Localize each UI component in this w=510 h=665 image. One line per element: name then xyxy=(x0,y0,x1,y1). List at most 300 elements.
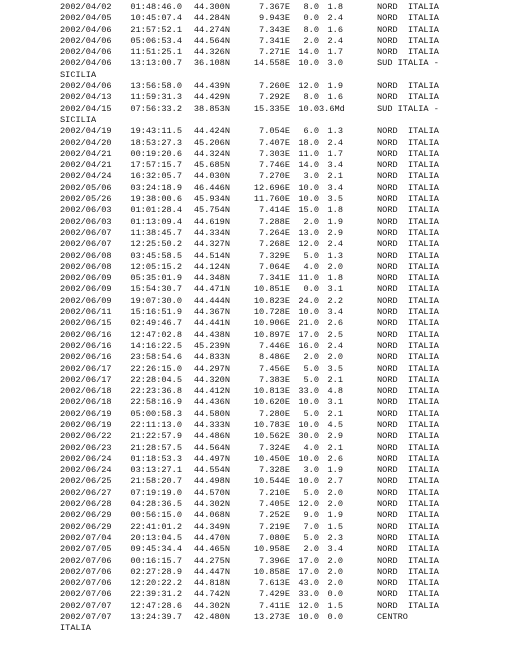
magnitude-cell: 2.0 xyxy=(327,499,343,510)
depth-cell: 2.0 xyxy=(303,35,319,46)
magnitude-cell: 1.7 xyxy=(327,148,343,159)
table-row xyxy=(60,499,505,510)
longitude-cell: 8.486E xyxy=(259,352,290,363)
time-cell: 20:13:04.5 xyxy=(130,532,182,543)
latitude-cell: 44.297N xyxy=(193,363,230,374)
longitude-cell: 10.450E xyxy=(253,453,290,464)
table-row xyxy=(60,544,505,555)
date-cell: 2002/06/24 xyxy=(60,465,112,476)
date-cell: 2002/04/06 xyxy=(60,58,112,69)
depth-cell: 17.0 xyxy=(298,329,319,340)
region-cell: NORD ITALIA xyxy=(377,544,439,555)
region-cell: NORD ITALIA xyxy=(377,566,439,577)
table-row xyxy=(60,104,505,115)
depth-cell: 33.0 xyxy=(298,589,319,600)
magnitude-cell: 1.8 xyxy=(327,205,343,216)
region-cell: NORD ITALIA xyxy=(377,295,439,306)
region-cell: NORD ITALIA xyxy=(377,363,439,374)
table-row xyxy=(60,488,505,499)
date-cell: 2002/06/29 xyxy=(60,521,112,532)
depth-cell: 16.0 xyxy=(298,340,319,351)
date-cell: 2002/04/06 xyxy=(60,47,112,58)
table-row xyxy=(60,228,505,239)
magnitude-cell: 2.0 xyxy=(327,487,343,498)
time-cell: 01:13:09.4 xyxy=(130,216,182,227)
table-row xyxy=(60,476,505,487)
time-cell: 00:16:15.7 xyxy=(130,555,182,566)
date-cell: 2002/05/06 xyxy=(60,182,112,193)
region-cell: NORD ITALIA xyxy=(377,261,439,272)
earthquake-catalog-listing xyxy=(60,2,505,635)
magnitude-cell: 3.6Md xyxy=(319,103,345,114)
longitude-cell: 7.324E xyxy=(259,442,290,453)
longitude-cell: 12.696E xyxy=(253,182,290,193)
longitude-cell: 10.562E xyxy=(253,431,290,442)
longitude-cell: 7.746E xyxy=(259,160,290,171)
depth-cell: 0.0 xyxy=(303,284,319,295)
time-cell: 19:07:30.0 xyxy=(130,295,182,306)
latitude-cell: 44.412N xyxy=(193,386,230,397)
depth-cell: 8.0 xyxy=(303,2,319,12)
depth-cell: 7.0 xyxy=(303,521,319,532)
date-cell: 2002/06/19 xyxy=(60,408,112,419)
latitude-cell: 44.619N xyxy=(193,216,230,227)
longitude-cell: 7.271E xyxy=(259,47,290,58)
depth-cell: 8.0 xyxy=(303,92,319,103)
longitude-cell: 7.288E xyxy=(259,216,290,227)
region-cell: NORD ITALIA xyxy=(377,126,439,137)
region-cell: NORD ITALIA xyxy=(377,318,439,329)
date-cell: 2002/07/05 xyxy=(60,544,112,555)
table-row xyxy=(60,262,505,273)
table-row xyxy=(60,341,505,352)
time-cell: 19:43:11.5 xyxy=(130,126,182,137)
magnitude-cell: 0.0 xyxy=(327,589,343,600)
longitude-cell: 7.210E xyxy=(259,487,290,498)
region-cell: NORD ITALIA xyxy=(377,532,439,543)
depth-cell: 14.0 xyxy=(298,47,319,58)
region-cell: NORD ITALIA xyxy=(377,24,439,35)
time-cell: 05:06:53.4 xyxy=(130,35,182,46)
depth-cell: 10.0 xyxy=(298,194,319,205)
latitude-cell: 44.284N xyxy=(193,13,230,24)
latitude-cell: 44.275N xyxy=(193,555,230,566)
depth-cell: 30.0 xyxy=(298,431,319,442)
depth-cell: 12.0 xyxy=(298,81,319,92)
longitude-cell: 7.260E xyxy=(259,81,290,92)
depth-cell: 5.0 xyxy=(303,487,319,498)
date-cell: 2002/04/15 xyxy=(60,103,112,114)
time-cell: 11:51:25.1 xyxy=(130,47,182,58)
magnitude-cell: 2.4 xyxy=(327,239,343,250)
time-cell: 21:28:57.5 xyxy=(130,442,182,453)
date-cell: 2002/04/24 xyxy=(60,171,112,182)
table-row xyxy=(60,47,505,58)
table-row xyxy=(60,420,505,431)
depth-cell: 10.0 xyxy=(298,397,319,408)
magnitude-cell: 2.1 xyxy=(327,374,343,385)
magnitude-cell: 3.4 xyxy=(327,160,343,171)
table-row xyxy=(60,81,505,92)
time-cell: 12:20:22.2 xyxy=(130,578,182,589)
time-cell: 16:32:05.7 xyxy=(130,171,182,182)
magnitude-cell: 0.0 xyxy=(327,612,343,623)
time-cell: 00:56:15.0 xyxy=(130,510,182,521)
latitude-cell: 44.447N xyxy=(193,566,230,577)
region-cell: NORD ITALIA xyxy=(377,273,439,284)
region-cell: NORD ITALIA xyxy=(377,171,439,182)
table-row xyxy=(60,205,505,216)
latitude-cell: 44.326N xyxy=(193,47,230,58)
magnitude-cell: 2.4 xyxy=(327,137,343,148)
longitude-cell: 7.064E xyxy=(259,261,290,272)
region-cell: NORD ITALIA xyxy=(377,589,439,600)
depth-cell: 3.0 xyxy=(303,171,319,182)
date-cell: 2002/04/05 xyxy=(60,13,112,24)
date-cell: 2002/06/09 xyxy=(60,284,112,295)
depth-cell: 4.0 xyxy=(303,442,319,453)
region-continuation: SICILIA xyxy=(60,69,97,80)
time-cell: 05:35:01.9 xyxy=(130,273,182,284)
date-cell: 2002/06/27 xyxy=(60,487,112,498)
table-row xyxy=(60,92,505,103)
table-row xyxy=(60,58,505,69)
table-row xyxy=(60,612,505,623)
longitude-cell: 7.411E xyxy=(259,600,290,611)
region-cell: NORD ITALIA xyxy=(377,81,439,92)
latitude-cell: 44.068N xyxy=(193,510,230,521)
magnitude-cell: 1.8 xyxy=(327,2,343,12)
magnitude-cell: 2.9 xyxy=(327,227,343,238)
magnitude-cell: 3.1 xyxy=(327,397,343,408)
longitude-cell: 7.252E xyxy=(259,510,290,521)
region-cell: NORD ITALIA xyxy=(377,374,439,385)
depth-cell: 17.0 xyxy=(298,566,319,577)
longitude-cell: 7.341E xyxy=(259,273,290,284)
date-cell: 2002/06/08 xyxy=(60,261,112,272)
depth-cell: 5.0 xyxy=(303,408,319,419)
region-cell: NORD ITALIA xyxy=(377,555,439,566)
date-cell: 2002/04/21 xyxy=(60,160,112,171)
time-cell: 12:05:15.2 xyxy=(130,261,182,272)
depth-cell: 12.0 xyxy=(298,600,319,611)
depth-cell: 5.0 xyxy=(303,532,319,543)
latitude-cell: 36.108N xyxy=(193,58,230,69)
magnitude-cell: 2.4 xyxy=(327,13,343,24)
latitude-cell: 44.470N xyxy=(193,532,230,543)
magnitude-cell: 3.4 xyxy=(327,182,343,193)
magnitude-cell: 1.5 xyxy=(327,521,343,532)
time-cell: 01:01:28.4 xyxy=(130,205,182,216)
magnitude-cell: 3.5 xyxy=(327,363,343,374)
table-row xyxy=(60,318,505,329)
time-cell: 11:38:45.7 xyxy=(130,227,182,238)
latitude-cell: 42.480N xyxy=(193,612,230,623)
depth-cell: 10.0 xyxy=(298,182,319,193)
longitude-cell: 7.328E xyxy=(259,465,290,476)
date-cell: 2002/06/24 xyxy=(60,453,112,464)
date-cell: 2002/07/06 xyxy=(60,589,112,600)
latitude-cell: 44.348N xyxy=(193,273,230,284)
region-cell: NORD ITALIA xyxy=(377,386,439,397)
latitude-cell: 44.302N xyxy=(193,499,230,510)
table-row xyxy=(60,2,505,13)
depth-cell: 10.0 xyxy=(298,307,319,318)
time-cell: 22:23:36.8 xyxy=(130,386,182,397)
time-cell: 03:24:18.9 xyxy=(130,182,182,193)
depth-cell: 24.0 xyxy=(298,295,319,306)
depth-cell: 11.0 xyxy=(298,273,319,284)
longitude-cell: 10.813E xyxy=(253,386,290,397)
depth-cell: 4.0 xyxy=(303,261,319,272)
depth-cell: 14.0 xyxy=(298,160,319,171)
time-cell: 19:38:00.6 xyxy=(130,194,182,205)
table-row xyxy=(60,589,505,600)
region-cell: NORD ITALIA xyxy=(377,194,439,205)
time-cell: 14:16:22.5 xyxy=(130,340,182,351)
latitude-cell: 45.239N xyxy=(193,340,230,351)
latitude-cell: 44.333N xyxy=(193,419,230,430)
table-row xyxy=(60,36,505,47)
table-row xyxy=(60,386,505,397)
longitude-cell: 7.613E xyxy=(259,578,290,589)
longitude-cell: 7.343E xyxy=(259,24,290,35)
depth-cell: 10.0 xyxy=(298,612,319,623)
magnitude-cell: 1.9 xyxy=(327,216,343,227)
date-cell: 2002/04/02 xyxy=(60,2,112,12)
time-cell: 04:28:36.5 xyxy=(130,499,182,510)
magnitude-cell: 1.5 xyxy=(327,600,343,611)
longitude-cell: 7.054E xyxy=(259,126,290,137)
depth-cell: 17.0 xyxy=(298,555,319,566)
region-continuation: ITALIA xyxy=(60,623,91,634)
depth-cell: 3.0 xyxy=(303,465,319,476)
time-cell: 03:45:58.5 xyxy=(130,250,182,261)
region-cell: NORD ITALIA xyxy=(377,419,439,430)
date-cell: 2002/06/18 xyxy=(60,397,112,408)
longitude-cell: 10.823E xyxy=(253,295,290,306)
table-row xyxy=(60,296,505,307)
depth-cell: 10.0 xyxy=(298,453,319,464)
magnitude-cell: 2.0 xyxy=(327,352,343,363)
magnitude-cell: 2.3 xyxy=(327,532,343,543)
depth-cell: 8.0 xyxy=(303,24,319,35)
date-cell: 2002/06/19 xyxy=(60,419,112,430)
date-cell: 2002/06/07 xyxy=(60,227,112,238)
date-cell: 2002/06/17 xyxy=(60,363,112,374)
magnitude-cell: 1.9 xyxy=(327,81,343,92)
table-row xyxy=(60,217,505,228)
latitude-cell: 44.438N xyxy=(193,329,230,340)
date-cell: 2002/05/26 xyxy=(60,194,112,205)
table-row xyxy=(60,251,505,262)
magnitude-cell: 2.0 xyxy=(327,261,343,272)
depth-cell: 33.0 xyxy=(298,386,319,397)
depth-cell: 9.0 xyxy=(303,510,319,521)
longitude-cell: 7.456E xyxy=(259,363,290,374)
longitude-cell: 7.219E xyxy=(259,521,290,532)
latitude-cell: 45.934N xyxy=(193,194,230,205)
region-cell: NORD ITALIA xyxy=(377,216,439,227)
region-cell: NORD ITALIA xyxy=(377,340,439,351)
magnitude-cell: 2.7 xyxy=(327,476,343,487)
table-row xyxy=(60,510,505,521)
table-row xyxy=(60,160,505,171)
table-row xyxy=(60,375,505,386)
latitude-cell: 44.580N xyxy=(193,408,230,419)
latitude-cell: 44.818N xyxy=(193,578,230,589)
magnitude-cell: 1.9 xyxy=(327,510,343,521)
magnitude-cell: 1.3 xyxy=(327,250,343,261)
latitude-cell: 44.300N xyxy=(193,2,230,12)
depth-cell: 43.0 xyxy=(298,578,319,589)
table-row xyxy=(60,273,505,284)
magnitude-cell: 4.8 xyxy=(327,386,343,397)
latitude-cell: 45.685N xyxy=(193,160,230,171)
longitude-cell: 13.273E xyxy=(253,612,290,623)
latitude-cell: 44.486N xyxy=(193,431,230,442)
date-cell: 2002/04/06 xyxy=(60,35,112,46)
depth-cell: 10.0 xyxy=(298,103,319,114)
longitude-cell: 7.405E xyxy=(259,499,290,510)
region-cell: SUD ITALIA - xyxy=(377,103,439,114)
magnitude-cell: 2.4 xyxy=(327,35,343,46)
magnitude-cell: 2.1 xyxy=(327,442,343,453)
depth-cell: 5.0 xyxy=(303,250,319,261)
date-cell: 2002/07/07 xyxy=(60,600,112,611)
longitude-cell: 7.264E xyxy=(259,227,290,238)
depth-cell: 10.0 xyxy=(298,419,319,430)
depth-cell: 5.0 xyxy=(303,374,319,385)
latitude-cell: 44.570N xyxy=(193,487,230,498)
date-cell: 2002/06/18 xyxy=(60,386,112,397)
latitude-cell: 44.349N xyxy=(193,521,230,532)
latitude-cell: 44.497N xyxy=(193,453,230,464)
magnitude-cell: 2.5 xyxy=(327,329,343,340)
date-cell: 2002/06/16 xyxy=(60,352,112,363)
region-cell: NORD ITALIA xyxy=(377,442,439,453)
magnitude-cell: 2.4 xyxy=(327,340,343,351)
table-row xyxy=(60,13,505,24)
region-cell: NORD ITALIA xyxy=(377,600,439,611)
table-row xyxy=(60,443,505,454)
time-cell: 15:16:51.9 xyxy=(130,307,182,318)
latitude-cell: 44.436N xyxy=(193,397,230,408)
longitude-cell: 10.783E xyxy=(253,419,290,430)
region-cell: NORD ITALIA xyxy=(377,137,439,148)
longitude-cell: 15.335E xyxy=(253,103,290,114)
magnitude-cell: 4.5 xyxy=(327,419,343,430)
date-cell: 2002/06/28 xyxy=(60,499,112,510)
longitude-cell: 10.620E xyxy=(253,397,290,408)
magnitude-cell: 3.4 xyxy=(327,307,343,318)
table-row xyxy=(60,352,505,363)
time-cell: 22:41:01.2 xyxy=(130,521,182,532)
region-cell: NORD ITALIA xyxy=(377,352,439,363)
magnitude-cell: 2.0 xyxy=(327,555,343,566)
time-cell: 22:26:15.0 xyxy=(130,363,182,374)
date-cell: 2002/06/29 xyxy=(60,510,112,521)
table-row xyxy=(60,239,505,250)
magnitude-cell: 3.0 xyxy=(327,58,343,69)
time-cell: 13:56:58.0 xyxy=(130,81,182,92)
magnitude-cell: 2.6 xyxy=(327,318,343,329)
table-row xyxy=(60,409,505,420)
depth-cell: 2.0 xyxy=(303,216,319,227)
magnitude-cell: 1.8 xyxy=(327,273,343,284)
magnitude-cell: 2.0 xyxy=(327,566,343,577)
magnitude-cell: 2.2 xyxy=(327,295,343,306)
longitude-cell: 7.329E xyxy=(259,250,290,261)
table-row xyxy=(60,307,505,318)
depth-cell: 11.0 xyxy=(298,148,319,159)
date-cell: 2002/07/06 xyxy=(60,578,112,589)
date-cell: 2002/06/07 xyxy=(60,239,112,250)
region-cell: NORD ITALIA xyxy=(377,148,439,159)
latitude-cell: 44.833N xyxy=(193,352,230,363)
magnitude-cell: 3.1 xyxy=(327,284,343,295)
date-cell: 2002/06/08 xyxy=(60,250,112,261)
longitude-cell: 10.851E xyxy=(253,284,290,295)
time-cell: 21:22:57.9 xyxy=(130,431,182,442)
region-cell: NORD ITALIA xyxy=(377,499,439,510)
longitude-cell: 10.544E xyxy=(253,476,290,487)
date-cell: 2002/07/06 xyxy=(60,566,112,577)
latitude-cell: 44.554N xyxy=(193,465,230,476)
latitude-cell: 45.206N xyxy=(193,137,230,148)
time-cell: 01:18:53.3 xyxy=(130,453,182,464)
latitude-cell: 44.564N xyxy=(193,35,230,46)
time-cell: 23:58:54.6 xyxy=(130,352,182,363)
date-cell: 2002/07/06 xyxy=(60,555,112,566)
region-cell: NORD ITALIA xyxy=(377,160,439,171)
time-cell: 13:13:00.7 xyxy=(130,58,182,69)
table-row xyxy=(60,330,505,341)
latitude-cell: 44.302N xyxy=(193,600,230,611)
depth-cell: 0.0 xyxy=(303,13,319,24)
time-cell: 03:13:27.1 xyxy=(130,465,182,476)
time-cell: 12:47:02.8 xyxy=(130,329,182,340)
date-cell: 2002/04/13 xyxy=(60,92,112,103)
date-cell: 2002/06/03 xyxy=(60,216,112,227)
date-cell: 2002/06/16 xyxy=(60,329,112,340)
date-cell: 2002/07/07 xyxy=(60,612,112,623)
date-cell: 2002/06/03 xyxy=(60,205,112,216)
region-cell: NORD ITALIA xyxy=(377,408,439,419)
longitude-cell: 11.760E xyxy=(253,194,290,205)
longitude-cell: 7.407E xyxy=(259,137,290,148)
magnitude-cell: 3.4 xyxy=(327,544,343,555)
longitude-cell: 7.080E xyxy=(259,532,290,543)
region-cell: NORD ITALIA xyxy=(377,284,439,295)
latitude-cell: 44.444N xyxy=(193,295,230,306)
region-cell: NORD ITALIA xyxy=(377,578,439,589)
longitude-cell: 7.270E xyxy=(259,171,290,182)
latitude-cell: 44.334N xyxy=(193,227,230,238)
longitude-cell: 7.303E xyxy=(259,148,290,159)
date-cell: 2002/04/19 xyxy=(60,126,112,137)
magnitude-cell: 1.9 xyxy=(327,465,343,476)
region-cell: NORD ITALIA xyxy=(377,521,439,532)
depth-cell: 6.0 xyxy=(303,126,319,137)
date-cell: 2002/06/09 xyxy=(60,295,112,306)
region-cell: NORD ITALIA xyxy=(377,182,439,193)
longitude-cell: 10.958E xyxy=(253,544,290,555)
date-cell: 2002/04/21 xyxy=(60,148,112,159)
time-cell: 21:57:52.1 xyxy=(130,24,182,35)
depth-cell: 5.0 xyxy=(303,363,319,374)
region-cell: NORD ITALIA xyxy=(377,329,439,340)
